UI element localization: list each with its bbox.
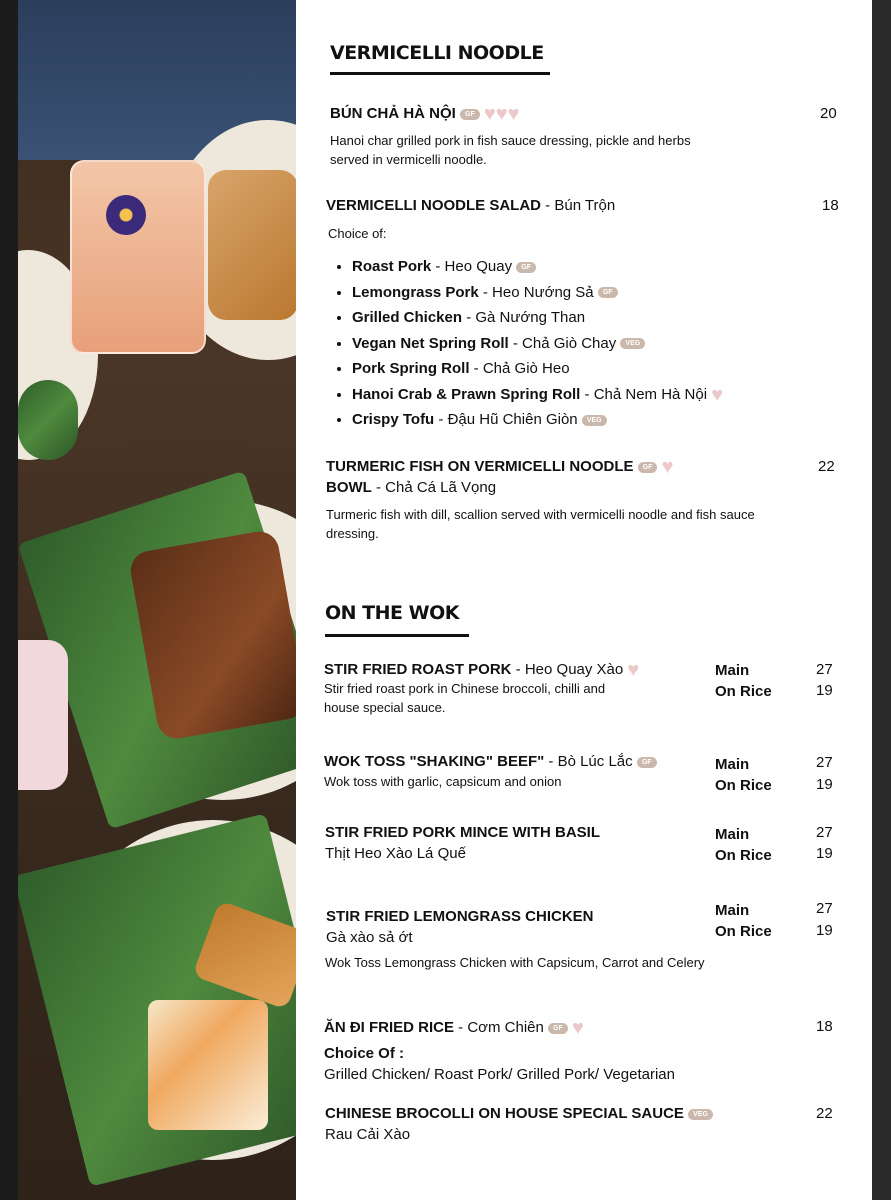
item-title: BÚN CHẢ HÀ NỘI xyxy=(330,105,456,122)
item-desc-shaking-beef: Wok toss with garlic, capsicum and onion xyxy=(324,774,562,789)
item-choice-fried-rice: Choice Of : xyxy=(324,1045,405,1062)
menu-page xyxy=(296,0,872,1200)
list-item: • Crispy Tofu - Đậu Hũ Chiên Giòn VEG xyxy=(352,407,723,433)
item-title-cont: BOWL xyxy=(326,479,372,496)
item-price-fried-rice: 18 xyxy=(816,1018,833,1035)
heart-icon: ♥ xyxy=(627,659,640,682)
section-title-vermicelli: VERMICELLI NOODLE xyxy=(330,42,544,64)
gf-badge: GF xyxy=(516,262,536,273)
veg-badge: VEG xyxy=(688,1109,713,1120)
item-title: CHINESE BROCOLLI ON HOUSE SPECIAL SAUCE xyxy=(325,1105,684,1122)
main-label: Main xyxy=(715,662,750,679)
item-name-broccoli xyxy=(325,1105,713,1122)
list-item: • Hanoi Crab & Prawn Spring Roll - Chả Nem Hà Nội ♥ xyxy=(352,382,723,408)
rice-label: On Rice xyxy=(715,683,772,700)
item-viet: - Bún Trộn xyxy=(541,197,616,214)
item-options-fried-rice: Grilled Chicken/ Roast Pork/ Grilled Pork/ Vegetarian xyxy=(324,1066,675,1083)
item-name-fried-rice xyxy=(324,1017,584,1040)
item-viet: - Cơm Chiên xyxy=(454,1019,544,1036)
item-viet-broccoli: Rau Cải Xào xyxy=(325,1126,411,1143)
right-edge xyxy=(872,0,891,1200)
rice-price: 19 xyxy=(816,776,833,793)
veg-badge: VEG xyxy=(620,338,645,349)
item-name-roast-pork xyxy=(324,659,640,682)
item-choice-salad: Choice of: xyxy=(328,226,387,241)
item-viet: - Chả Cá Lã Vọng xyxy=(371,479,497,496)
veg-badge: VEG xyxy=(582,415,607,426)
item-viet: - Bò Lúc Lắc xyxy=(544,753,633,770)
list-item: • Grilled Chicken - Gà Nướng Than xyxy=(352,305,723,331)
gf-badge: GF xyxy=(638,462,658,473)
list-item: • Pork Spring Roll - Chả Giò Heo xyxy=(352,356,723,382)
item-title: TURMERIC FISH ON VERMICELLI NOODLE xyxy=(326,458,634,475)
item-name-bun-cha xyxy=(330,103,520,126)
main-price: 27 xyxy=(816,754,833,771)
item-name-turmeric-line1 xyxy=(326,456,674,479)
salad-options-list xyxy=(330,254,723,433)
heart-icon: ♥ xyxy=(661,456,674,479)
rice-price: 19 xyxy=(816,845,833,862)
item-title: ĂN ĐI FRIED RICE xyxy=(324,1019,455,1036)
item-viet-pork-mince: Thịt Heo Xào Lá Quế xyxy=(325,845,466,862)
list-item: • Vegan Net Spring Roll - Chả Giò Chay VEG xyxy=(352,331,723,357)
list-item: • Lemongrass Pork - Heo Nướng Sả GF xyxy=(352,280,723,306)
main-label: Main xyxy=(715,902,750,919)
item-name-turmeric-line2 xyxy=(326,479,496,496)
item-viet-lemongrass-chicken: Gà xào sả ớt xyxy=(326,929,413,946)
list-item: • Roast Pork - Heo Quay GF xyxy=(352,254,723,280)
item-name-pork-mince: STIR FRIED PORK MINCE WITH BASIL xyxy=(325,824,600,841)
main-price: 27 xyxy=(816,824,833,841)
item-title: STIR FRIED ROAST PORK xyxy=(324,661,512,678)
section-underline-wok xyxy=(325,634,469,637)
gf-badge: GF xyxy=(548,1023,568,1034)
photo-fried-calamari xyxy=(208,170,296,320)
item-price-salad: 18 xyxy=(822,197,839,214)
gf-badge: GF xyxy=(460,109,480,120)
photo-lettuce xyxy=(18,380,78,460)
heart-icon: ♥ xyxy=(571,1017,584,1040)
main-label: Main xyxy=(715,826,750,843)
photo-flower xyxy=(106,195,146,235)
item-desc-lemongrass-chicken: Wok Toss Lemongrass Chicken with Capsicum, Carrot and Celery xyxy=(325,955,705,970)
section-title-wok: ON THE WOK xyxy=(325,602,459,624)
photo-cocktail-glass xyxy=(70,160,206,354)
item-title: WOK TOSS "SHAKING" BEEF" xyxy=(324,753,545,770)
item-viet: - Heo Quay Xào xyxy=(511,661,624,678)
gf-badge: GF xyxy=(637,757,657,768)
food-photo xyxy=(18,0,296,1200)
item-name-shaking-beef xyxy=(324,753,657,770)
main-label: Main xyxy=(715,756,750,773)
item-price-turmeric: 22 xyxy=(818,458,835,475)
rice-price: 19 xyxy=(816,682,833,699)
gf-badge: GF xyxy=(598,287,618,298)
item-name-salad xyxy=(326,197,615,214)
rice-label: On Rice xyxy=(715,847,772,864)
rice-label: On Rice xyxy=(715,777,772,794)
photo-drink-glass xyxy=(18,640,68,790)
item-desc-bun-cha: Hanoi char grilled pork in fish sauce dressing, pickle and herbs served in vermicelli noodle. xyxy=(330,133,691,167)
heart-icon: ♥♥♥ xyxy=(483,103,520,126)
main-price: 27 xyxy=(816,661,833,678)
heart-icon: ♥ xyxy=(711,383,724,406)
section-underline-vermicelli xyxy=(330,72,550,75)
rice-label: On Rice xyxy=(715,923,772,940)
item-desc-turmeric: Turmeric fish with dill, scallion served with vermicelli noodle and fish sauce dressing. xyxy=(326,507,755,541)
item-price-bun-cha: 20 xyxy=(820,105,837,122)
item-desc-roast-pork: Stir fried roast pork in Chinese broccoli, chilli and house special sauce. xyxy=(324,681,606,715)
rice-price: 19 xyxy=(816,922,833,939)
item-price-broccoli: 22 xyxy=(816,1105,833,1122)
item-title: VERMICELLI NOODLE SALAD xyxy=(326,197,542,214)
item-name-lemongrass-chicken: STIR FRIED LEMONGRASS CHICKEN xyxy=(326,908,594,925)
main-price: 27 xyxy=(816,900,833,917)
photo-pickles xyxy=(148,1000,268,1130)
